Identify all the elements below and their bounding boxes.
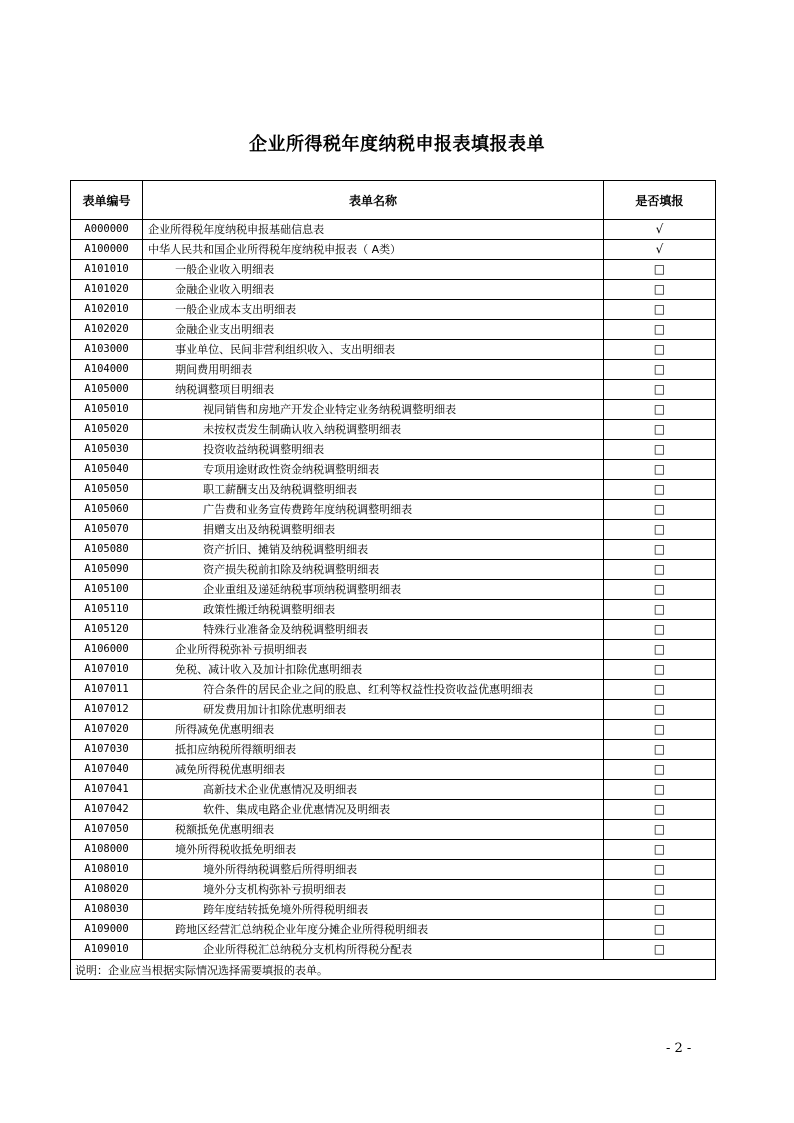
- checkbox[interactable]: □: [603, 840, 715, 860]
- checkbox[interactable]: □: [603, 400, 715, 420]
- form-code-cell: A105050: [71, 480, 143, 500]
- table-row: [71, 480, 716, 500]
- form-name-cell: 视同销售和房地产开发企业特定业务纳税调整明细表: [143, 400, 604, 420]
- form-code-cell: A105090: [71, 560, 143, 580]
- table-row: [71, 800, 716, 820]
- form-name-cell: 中华人民共和国企业所得税年度纳税申报表（ A类）: [143, 240, 604, 260]
- table-note-row: [71, 960, 716, 980]
- form-code-cell: A105060: [71, 500, 143, 520]
- table-row: [71, 380, 716, 400]
- form-code-cell: A107040: [71, 760, 143, 780]
- table-row: [71, 320, 716, 340]
- form-name-cell: 企业所得税汇总纳税分支机构所得税分配表: [143, 940, 604, 960]
- form-name-cell: 跨地区经营汇总纳税企业年度分摊企业所得税明细表: [143, 920, 604, 940]
- form-name-cell: 金融企业收入明细表: [143, 280, 604, 300]
- table-header-row: [71, 181, 716, 220]
- form-name-cell: 投资收益纳税调整明细表: [143, 440, 604, 460]
- table-row: [71, 240, 716, 260]
- table-row: [71, 820, 716, 840]
- checkbox[interactable]: □: [603, 920, 715, 940]
- form-code-cell: A101020: [71, 280, 143, 300]
- form-code-cell: A105020: [71, 420, 143, 440]
- form-name-cell: 特殊行业准备金及纳税调整明细表: [143, 620, 604, 640]
- table-row: [71, 880, 716, 900]
- checkbox[interactable]: □: [603, 380, 715, 400]
- checkmark-icon[interactable]: √: [603, 220, 715, 240]
- form-code-cell: A107010: [71, 660, 143, 680]
- table-row: [71, 540, 716, 560]
- table-row: [71, 300, 716, 320]
- form-name-cell: 职工薪酬支出及纳税调整明细表: [143, 480, 604, 500]
- form-code-cell: A105110: [71, 600, 143, 620]
- checkbox[interactable]: □: [603, 660, 715, 680]
- checkbox[interactable]: □: [603, 300, 715, 320]
- table-row: [71, 340, 716, 360]
- form-name-cell: 事业单位、民间非营利组织收入、支出明细表: [143, 340, 604, 360]
- page-number: - 2 -: [666, 1041, 692, 1056]
- table-row: [71, 620, 716, 640]
- form-code-cell: A105030: [71, 440, 143, 460]
- table-row: [71, 500, 716, 520]
- form-code-cell: A108020: [71, 880, 143, 900]
- checkbox[interactable]: □: [603, 260, 715, 280]
- form-name-cell: 一般企业成本支出明细表: [143, 300, 604, 320]
- form-name-cell: 未按权责发生制确认收入纳税调整明细表: [143, 420, 604, 440]
- table-row: [71, 580, 716, 600]
- form-name-cell: 金融企业支出明细表: [143, 320, 604, 340]
- form-name-cell: 捐赠支出及纳税调整明细表: [143, 520, 604, 540]
- checkbox[interactable]: □: [603, 280, 715, 300]
- form-code-cell: A102020: [71, 320, 143, 340]
- form-code-cell: A109000: [71, 920, 143, 940]
- form-name-cell: 所得减免优惠明细表: [143, 720, 604, 740]
- table-row: [71, 920, 716, 940]
- header-form-name: 表单名称: [143, 181, 604, 220]
- form-list-table: [70, 180, 716, 980]
- form-name-cell: 减免所得税优惠明细表: [143, 760, 604, 780]
- checkbox[interactable]: □: [603, 600, 715, 620]
- checkbox[interactable]: □: [603, 640, 715, 660]
- form-code-cell: A108030: [71, 900, 143, 920]
- form-name-cell: 期间费用明细表: [143, 360, 604, 380]
- form-name-cell: 企业所得税年度纳税申报基础信息表: [143, 220, 604, 240]
- form-code-cell: A107012: [71, 700, 143, 720]
- form-code-cell: A105080: [71, 540, 143, 560]
- form-name-cell: 一般企业收入明细表: [143, 260, 604, 280]
- checkbox[interactable]: □: [603, 480, 715, 500]
- table-row: [71, 700, 716, 720]
- checkbox[interactable]: □: [603, 860, 715, 880]
- checkbox[interactable]: □: [603, 540, 715, 560]
- table-row: [71, 660, 716, 680]
- table-row: [71, 840, 716, 860]
- table-row: [71, 600, 716, 620]
- checkbox[interactable]: □: [603, 800, 715, 820]
- form-name-cell: 研发费用加计扣除优惠明细表: [143, 700, 604, 720]
- form-code-cell: A107030: [71, 740, 143, 760]
- form-code-cell: A107042: [71, 800, 143, 820]
- form-code-cell: A103000: [71, 340, 143, 360]
- form-code-cell: A105000: [71, 380, 143, 400]
- form-code-cell: A104000: [71, 360, 143, 380]
- checkbox[interactable]: □: [603, 320, 715, 340]
- table-row: [71, 780, 716, 800]
- document-title: 企业所得税年度纳税申报表填报表单: [249, 134, 545, 155]
- table-row: [71, 940, 716, 960]
- checkbox[interactable]: □: [603, 760, 715, 780]
- table-row: [71, 400, 716, 420]
- table-row: [71, 680, 716, 700]
- checkbox[interactable]: □: [603, 560, 715, 580]
- form-name-cell: 抵扣应纳税所得额明细表: [143, 740, 604, 760]
- checkbox[interactable]: □: [603, 440, 715, 460]
- table-row: [71, 520, 716, 540]
- form-code-cell: A109010: [71, 940, 143, 960]
- table-row: [71, 760, 716, 780]
- checkbox[interactable]: □: [603, 420, 715, 440]
- form-code-cell: A107020: [71, 720, 143, 740]
- checkbox[interactable]: □: [603, 740, 715, 760]
- form-code-cell: A105120: [71, 620, 143, 640]
- table-body: [71, 220, 716, 960]
- form-name-cell: 纳税调整项目明细表: [143, 380, 604, 400]
- checkbox[interactable]: □: [603, 900, 715, 920]
- form-code-cell: A107041: [71, 780, 143, 800]
- form-name-cell: 企业重组及递延纳税事项纳税调整明细表: [143, 580, 604, 600]
- form-name-cell: 跨年度结转抵免境外所得税明细表: [143, 900, 604, 920]
- checkmark-icon[interactable]: √: [603, 240, 715, 260]
- form-name-cell: 广告费和业务宣传费跨年度纳税调整明细表: [143, 500, 604, 520]
- checkbox[interactable]: □: [603, 820, 715, 840]
- form-code-cell: A105070: [71, 520, 143, 540]
- checkbox[interactable]: □: [603, 700, 715, 720]
- table-row: [71, 420, 716, 440]
- form-name-cell: 境外所得税收抵免明细表: [143, 840, 604, 860]
- table-row: [71, 220, 716, 240]
- form-code-cell: A105040: [71, 460, 143, 480]
- table-row: [71, 740, 716, 760]
- table-row: [71, 280, 716, 300]
- table-row: [71, 900, 716, 920]
- form-name-cell: 企业所得税弥补亏损明细表: [143, 640, 604, 660]
- checkbox[interactable]: □: [603, 720, 715, 740]
- checkbox[interactable]: □: [603, 880, 715, 900]
- checkbox[interactable]: □: [603, 620, 715, 640]
- form-code-cell: A100000: [71, 240, 143, 260]
- form-code-cell: A107050: [71, 820, 143, 840]
- checkbox[interactable]: □: [603, 520, 715, 540]
- form-code-cell: A102010: [71, 300, 143, 320]
- form-name-cell: 境外所得纳税调整后所得明细表: [143, 860, 604, 880]
- form-code-cell: A000000: [71, 220, 143, 240]
- table-row: [71, 720, 716, 740]
- form-name-cell: 高新技术企业优惠情况及明细表: [143, 780, 604, 800]
- table-row: [71, 440, 716, 460]
- form-code-cell: A108010: [71, 860, 143, 880]
- form-code-cell: A106000: [71, 640, 143, 660]
- checkbox[interactable]: □: [603, 940, 715, 960]
- table-row: [71, 640, 716, 660]
- form-code-cell: A108000: [71, 840, 143, 860]
- header-form-code: 表单编号: [71, 181, 143, 220]
- form-name-cell: 政策性搬迁纳税调整明细表: [143, 600, 604, 620]
- form-name-cell: 境外分支机构弥补亏损明细表: [143, 880, 604, 900]
- checkbox[interactable]: □: [603, 580, 715, 600]
- checkbox[interactable]: □: [603, 340, 715, 360]
- form-name-cell: 免税、减计收入及加计扣除优惠明细表: [143, 660, 604, 680]
- form-code-cell: A101010: [71, 260, 143, 280]
- table-row: [71, 560, 716, 580]
- checkbox[interactable]: □: [603, 460, 715, 480]
- form-name-cell: 资产损失税前扣除及纳税调整明细表: [143, 560, 604, 580]
- form-name-cell: 资产折旧、摊销及纳税调整明细表: [143, 540, 604, 560]
- table-row: [71, 360, 716, 380]
- table-row: [71, 460, 716, 480]
- checkbox[interactable]: □: [603, 360, 715, 380]
- checkbox[interactable]: □: [603, 680, 715, 700]
- checkbox[interactable]: □: [603, 500, 715, 520]
- table-row: [71, 260, 716, 280]
- form-name-cell: 税额抵免优惠明细表: [143, 820, 604, 840]
- form-name-cell: 软件、集成电路企业优惠情况及明细表: [143, 800, 604, 820]
- form-code-cell: A105010: [71, 400, 143, 420]
- form-name-cell: 专项用途财政性资金纳税调整明细表: [143, 460, 604, 480]
- checkbox[interactable]: □: [603, 780, 715, 800]
- form-code-cell: A105100: [71, 580, 143, 600]
- header-fill-status: 是否填报: [603, 181, 715, 220]
- form-name-cell: 符合条件的居民企业之间的股息、红利等权益性投资收益优惠明细表: [143, 680, 604, 700]
- table-row: [71, 860, 716, 880]
- table-note: 说明：企业应当根据实际情况选择需要填报的表单。: [71, 960, 716, 980]
- form-code-cell: A107011: [71, 680, 143, 700]
